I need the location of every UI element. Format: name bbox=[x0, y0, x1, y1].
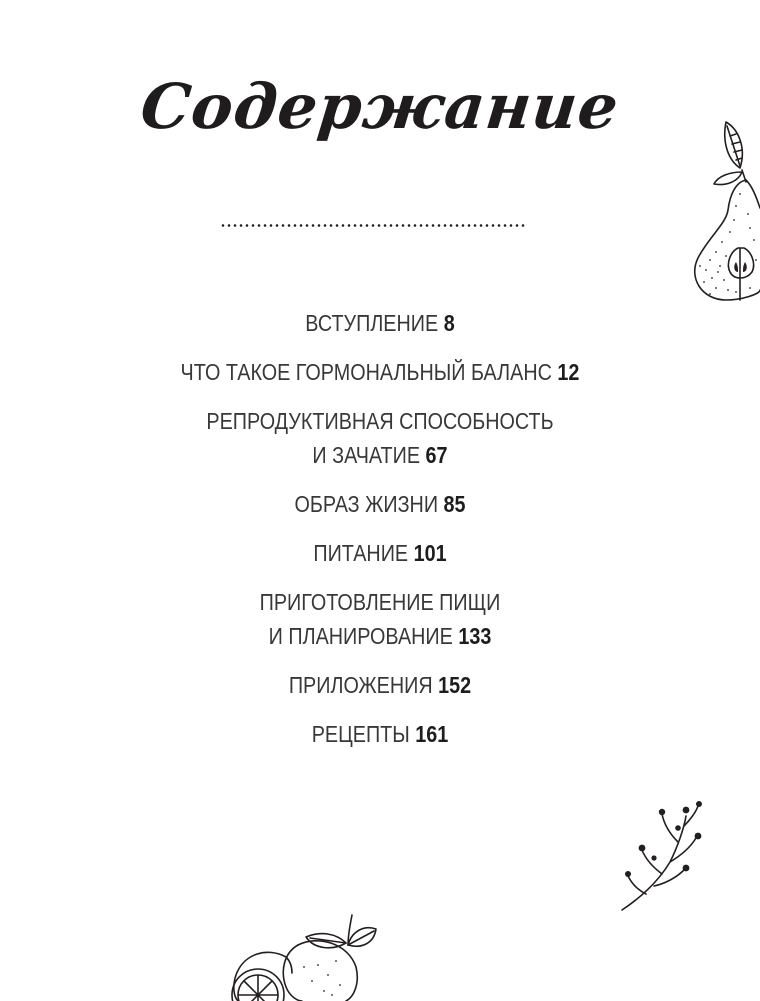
toc-page-number: 67 bbox=[425, 442, 448, 468]
toc-entry-label-line2: И ПЛАНИРОВАНИЕ bbox=[268, 623, 453, 649]
toc-entry-label: РЕПРОДУКТИВНАЯ СПОСОБНОСТЬ bbox=[206, 408, 554, 434]
toc-entry-introduction[interactable] bbox=[53, 306, 707, 340]
toc-entry-cooking[interactable] bbox=[53, 585, 707, 653]
toc-entry-label: ПРИГОТОВЛЕНИЕ ПИЩИ bbox=[259, 589, 501, 615]
toc-entry-appendices[interactable] bbox=[53, 668, 707, 702]
toc-entry-recipes[interactable] bbox=[53, 717, 707, 751]
page-title: Содержание bbox=[137, 70, 623, 143]
berry-branch-icon bbox=[618, 798, 708, 916]
toc-entry-label: ПИТАНИЕ bbox=[313, 540, 409, 566]
pear-icon bbox=[690, 120, 760, 305]
toc-page-number: 12 bbox=[557, 359, 580, 385]
toc-page-number: 161 bbox=[415, 721, 449, 747]
toc-entry-label: ОБРАЗ ЖИЗНИ bbox=[294, 491, 439, 517]
lemons-icon bbox=[228, 905, 388, 1001]
toc-entry-label-line2: И ЗАЧАТИЕ bbox=[312, 442, 421, 468]
toc-page-number: 152 bbox=[438, 672, 472, 698]
toc-entry-label: ВСТУПЛЕНИЕ bbox=[305, 310, 439, 336]
toc-page-number: 133 bbox=[458, 623, 492, 649]
toc-entry-label: ЧТО ТАКОЕ ГОРМОНАЛЬНЫЙ БАЛАНС bbox=[180, 359, 552, 385]
toc-entry-nutrition[interactable] bbox=[53, 536, 707, 570]
table-of-contents bbox=[0, 306, 760, 766]
toc-entry-lifestyle[interactable] bbox=[53, 487, 707, 521]
toc-entry-hormonal-balance[interactable] bbox=[53, 355, 707, 389]
toc-page-number: 101 bbox=[413, 540, 447, 566]
toc-entry-label: РЕЦЕПТЫ bbox=[311, 721, 410, 747]
toc-page-number: 8 bbox=[443, 310, 455, 336]
toc-entry-fertility[interactable] bbox=[53, 404, 707, 472]
toc-entry-label: ПРИЛОЖЕНИЯ bbox=[288, 672, 433, 698]
dotted-divider bbox=[220, 224, 526, 227]
toc-page-number: 85 bbox=[443, 491, 466, 517]
